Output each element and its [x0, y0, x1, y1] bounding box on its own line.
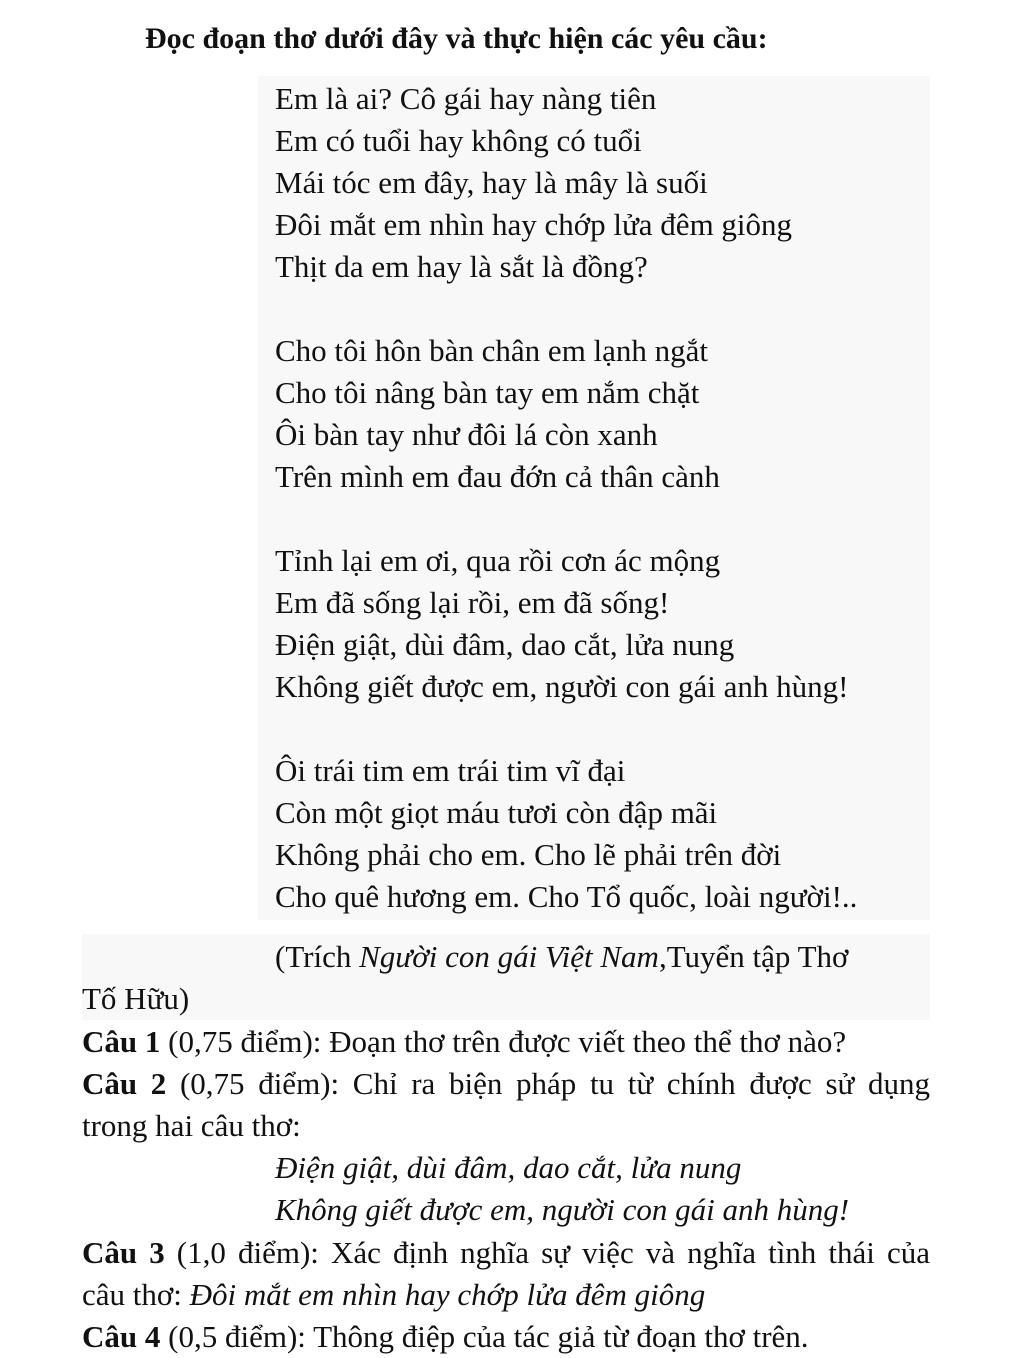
question-2 [82, 1063, 930, 1105]
poem-line: Đôi mắt em nhìn hay chớp lửa đêm giông [275, 207, 793, 242]
page-title: Đọc đoạn thơ dưới đây và thực hiện các yêu cầu: [145, 22, 768, 55]
source-author: Tố Hữu) [82, 981, 190, 1016]
question-label: Câu 4 [82, 1319, 161, 1354]
poem-line: Còn một giọt máu tươi còn đập mãi [275, 795, 718, 830]
question-text: câu thơ: [82, 1277, 190, 1312]
quoted-verse: Đôi mắt em nhìn hay chớp lửa đêm giông [189, 1277, 706, 1312]
question-text: (0,75 điểm): Đoạn thơ trên được viết theo thể thơ nào? [160, 1024, 847, 1059]
question-4 [82, 1316, 809, 1358]
question-label: Câu 1 [82, 1024, 161, 1059]
poem-line: Cho tôi nâng bàn tay em nắm chặt [275, 375, 700, 410]
poem-line: Không phải cho em. Cho lẽ phải trên đời [275, 837, 782, 872]
poem-line: Trên mình em đau đớn cả thân cành [275, 459, 720, 494]
poem-line: Điện giật, dùi đâm, dao cắt, lửa nung [275, 627, 735, 662]
question-2-continuation: trong hai câu thơ: [82, 1108, 301, 1143]
question-3-continuation [82, 1274, 705, 1316]
poem-line: Không giết được em, người con gái anh hùng! [275, 669, 849, 704]
question-label: Câu 3 [82, 1235, 165, 1270]
question-label: Câu 2 [82, 1066, 167, 1101]
question-text: (1,0 điểm): Xác định nghĩa sự việc và nghĩa tình thái của [164, 1235, 930, 1270]
source-suffix: ,Tuyển tập Thơ [658, 939, 849, 974]
poem-line: Em đã sống lại rồi, em đã sống! [275, 585, 670, 620]
question-text: (0,75 điểm): Chỉ ra biện pháp tu từ chính được sử dụng [166, 1066, 930, 1101]
poem-line: Ôi trái tim em trái tim vĩ đại [275, 753, 626, 788]
quoted-verse: Không giết được em, người con gái anh hùng! [275, 1192, 850, 1227]
poem [275, 78, 857, 918]
question-1 [82, 1021, 846, 1063]
poem-line: Tỉnh lại em ơi, qua rồi cơn ác mộng [275, 543, 721, 578]
question-text: (0,5 điểm): Thông điệp của tác giả từ đoạn thơ trên. [160, 1319, 809, 1354]
stanza-gap [275, 708, 857, 750]
poem-line: Em là ai? Cô gái hay nàng tiên [275, 81, 657, 116]
source-prefix: (Trích [275, 939, 360, 974]
stanza-gap [275, 288, 857, 330]
source-work-title: Người con gái Việt Nam [359, 939, 659, 974]
quoted-verse: Điện giật, dùi đâm, dao cắt, lửa nung [275, 1150, 742, 1185]
question-3 [82, 1232, 930, 1274]
source-citation [275, 936, 848, 978]
poem-line: Ôi bàn tay như đôi lá còn xanh [275, 417, 658, 452]
stanza-gap [275, 498, 857, 540]
poem-line: Thịt da em hay là sắt là đồng? [275, 249, 648, 284]
poem-line: Mái tóc em đây, hay là mây là suối [275, 165, 708, 200]
poem-line: Em có tuổi hay không có tuổi [275, 123, 642, 158]
poem-line: Cho quê hương em. Cho Tổ quốc, loài người!.. [275, 879, 858, 914]
poem-line: Cho tôi hôn bàn chân em lạnh ngắt [275, 333, 709, 368]
